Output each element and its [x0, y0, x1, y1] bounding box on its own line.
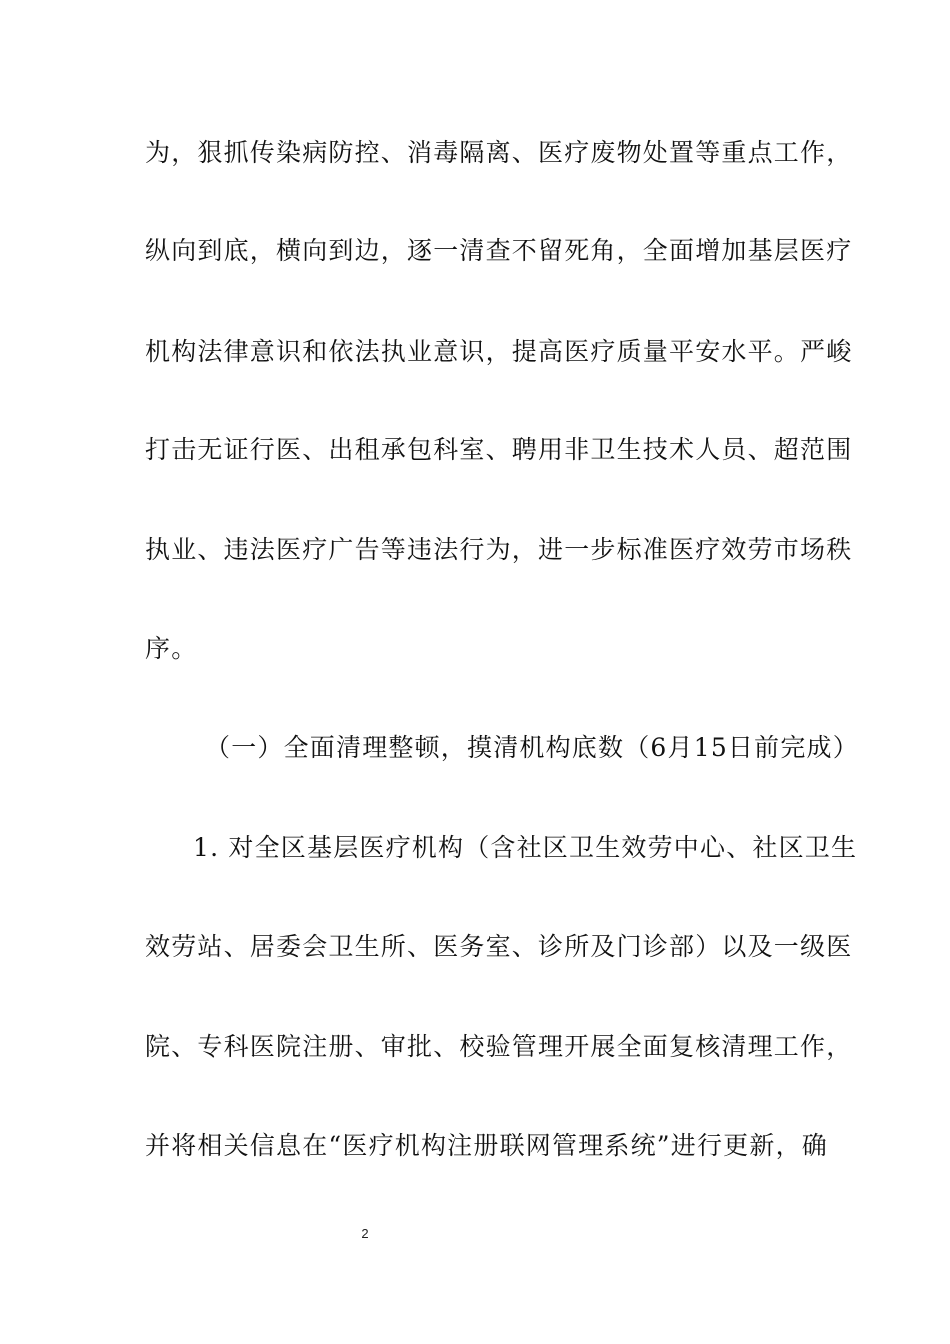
- paragraph-line: 1. 对全区基层医疗机构（含社区卫生效劳中心、社区卫生: [193, 833, 858, 862]
- section-heading: （一）全面清理整顿，摸清机构底数（6月15日前完成）: [205, 733, 859, 762]
- paragraph-line: 院、专科医院注册、审批、校验管理开展全面复核清理工作，: [145, 1032, 853, 1061]
- paragraph-line: 纵向到底，横向到边，逐一清查不留死角，全面增加基层医疗: [145, 236, 853, 265]
- paragraph-line: 效劳站、居委会卫生所、医务室、诊所及门诊部）以及一级医: [145, 932, 853, 961]
- paragraph-line: 打击无证行医、出租承包科室、聘用非卫生技术人员、超范围: [145, 435, 853, 464]
- paragraph-line: 执业、违法医疗广告等违法行为，进一步标准医疗效劳市场秩: [145, 535, 853, 564]
- paragraph-line: 为，狠抓传染病防控、消毒隔离、医疗废物处置等重点工作，: [145, 138, 853, 167]
- page-number: 2: [361, 1226, 369, 1241]
- paragraph-line: 并将相关信息在“医疗机构注册联网管理系统”进行更新，确: [145, 1131, 828, 1160]
- paragraph-line: 序。: [145, 634, 198, 663]
- paragraph-line: 机构法律意识和依法执业意识，提高医疗质量平安水平。严峻: [145, 337, 853, 366]
